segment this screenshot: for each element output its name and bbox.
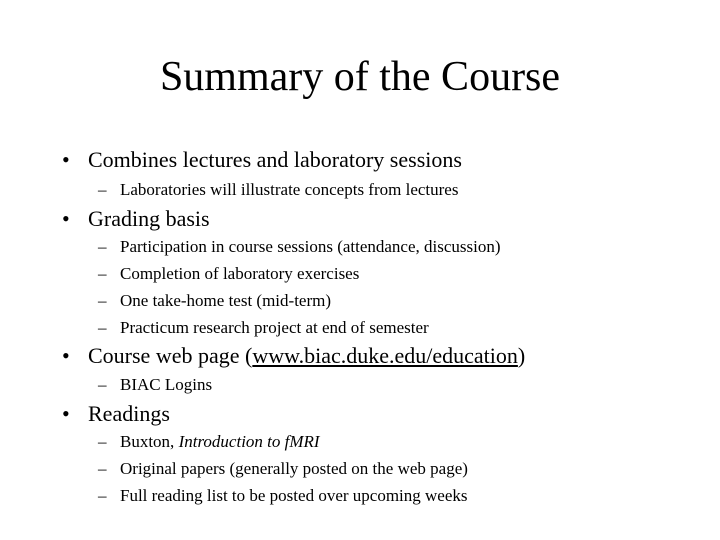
sub-item-text: One take-home test (mid-term)	[120, 291, 332, 310]
dash-icon: –	[98, 237, 107, 256]
slide-title: Summary of the Course	[159, 54, 561, 100]
sub-item-text: Original papers (generally posted on the web page)	[120, 459, 468, 478]
dash-icon: –	[98, 180, 107, 199]
sub-item-text	[120, 432, 320, 452]
dash-icon: –	[98, 375, 107, 394]
dash-icon: –	[98, 459, 107, 478]
sub-item-text: Participation in course sessions (attendance, discussion)	[120, 237, 501, 256]
sub-item-text: BIAC Logins	[120, 375, 213, 394]
sub-item-text: Practicum research project at end of semester	[120, 318, 429, 337]
bullet-icon: •	[62, 206, 70, 231]
dash-icon: –	[98, 432, 107, 451]
bullet-icon: •	[62, 147, 70, 172]
sub-item-text: Completion of laboratory exercises	[120, 264, 360, 283]
bullet-icon: •	[62, 401, 70, 426]
bullet-text: Combines lectures and laboratory sessions	[88, 147, 462, 172]
bullet-text: Grading basis	[88, 206, 210, 231]
web-page-label: Course web page (	[88, 343, 253, 368]
dash-icon: –	[98, 486, 107, 505]
bullet-text	[88, 343, 525, 369]
reading-book-title: Introduction to fMRI	[178, 432, 320, 451]
sub-item-text: Laboratories will illustrate concepts from lectures	[120, 180, 459, 199]
course-web-link[interactable]: www.biac.duke.edu/education	[252, 343, 518, 368]
web-page-close: )	[517, 343, 526, 368]
bullet-text: Readings	[88, 401, 170, 426]
dash-icon: –	[98, 264, 107, 283]
bullet-icon: •	[62, 343, 70, 368]
dash-icon: –	[98, 291, 107, 310]
dash-icon: –	[98, 318, 107, 337]
sub-item-text: Full reading list to be posted over upcoming weeks	[120, 486, 468, 505]
reading-author: Buxton,	[120, 432, 179, 451]
